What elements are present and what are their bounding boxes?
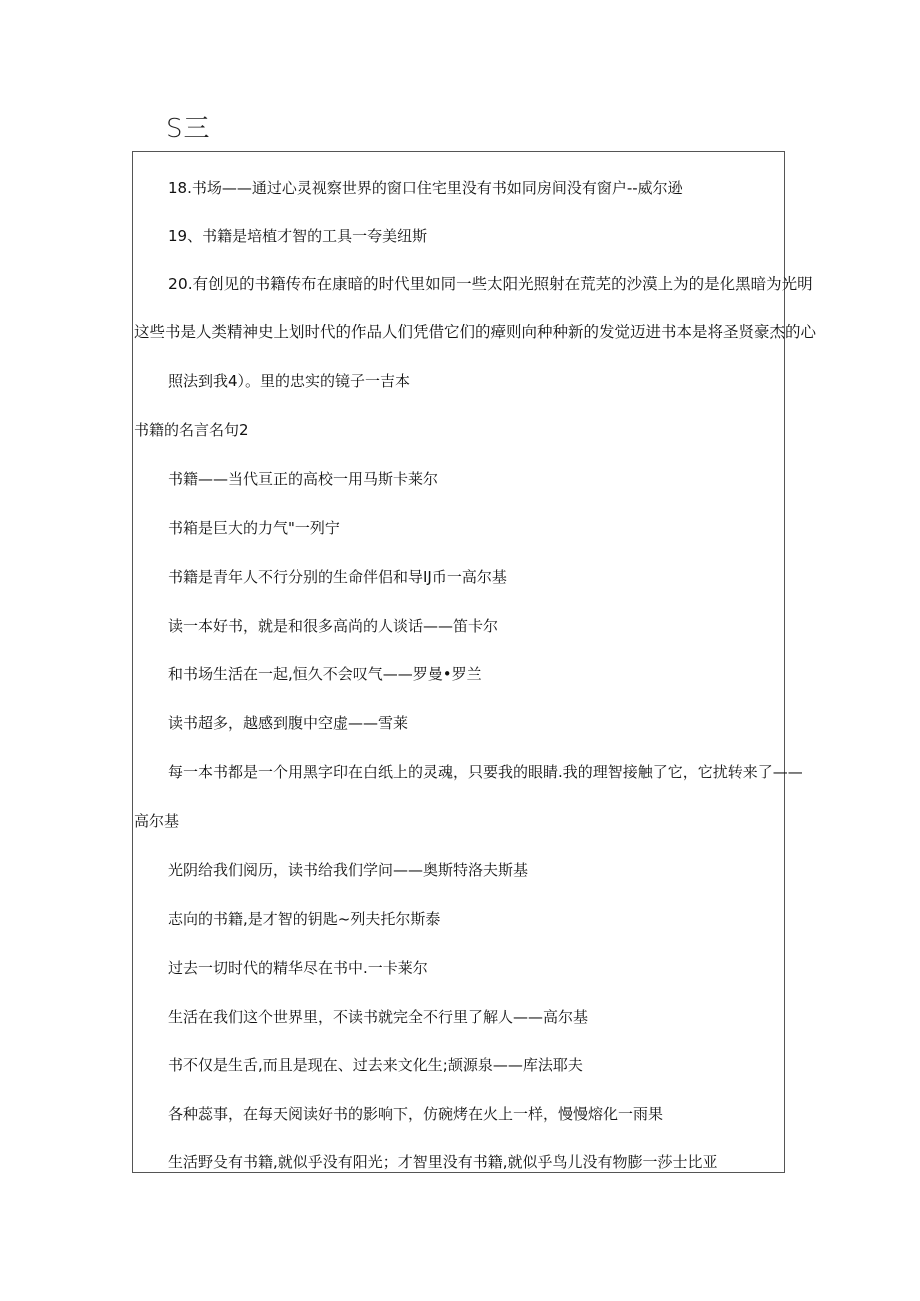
quote-line: 生活野殳有书籍,就似乎没有阳光；才智里没有书籍,就似乎鸟儿没有物膨一莎士比亚 [168,1153,718,1171]
quote-line: 书籍是青年人不行分别的生命伴侣和导IJ币一高尔基 [168,568,507,586]
quote-line-20-cont-2: 照法到我4）。里的忠实的镜子一吉本 [168,372,411,390]
section-title: 书籍的名言名句2 [134,421,249,439]
quote-line: 志向的书籍,是才智的钥匙~列夫托尔斯泰 [168,910,441,928]
quote-line: 每一本书都是一个用黑字印在白纸上的灵魂，只要我的眼睛.我的理智接触了它，它扰转来了—— [168,763,803,781]
quote-line-20: 20.有创见的书籍传布在康暗的时代里如同一些太阳光照射在荒芜的沙漠上为的是化黑暗为光明 [168,275,813,293]
quote-line-19: 19、书籍是培植才智的工具一夸美纽斯 [168,227,428,245]
document-content-box [132,151,817,1173]
quote-line: 书不仅是生舌,而且是现在、过去来文化生;颉源泉——库法耶夫 [168,1056,583,1074]
quote-line: 过去一切时代的精华尽在书中.一卡莱尔 [168,959,428,977]
quote-line-cont: 高尔基 [134,812,180,830]
quote-line: 生活在我们这个世界里，不读书就完全不行里了解人——高尔基 [168,1008,589,1026]
quote-line: 读书超多，越感到腹中空虚——雪莱 [168,714,409,732]
quote-line: 光阴给我们阅历，读书给我们学问——奥斯特洛夫斯基 [168,861,529,879]
quote-line: 和书场生活在一起,恒久不会叹气——罗曼•罗兰 [168,665,482,683]
quote-line: 读一本好书，就是和很多高尚的人谈话——笛卡尔 [168,617,499,635]
quote-line: 各种蕊事，在每天阅读好书的影响下，仿碗烤在火上一样，慢慢熔化一雨果 [168,1105,664,1123]
quote-line: 书箱是巨大的力气"一列宁 [168,519,340,537]
quote-line: 书籍——当代亘正的高校一用马斯卡莱尔 [168,470,439,488]
quote-line-20-cont-1: 这些书是人类精神史上划时代的作品人们凭借它们的瘴则向种种新的发觉迈进书本是将圣贤豪杰的心 [134,323,817,341]
page-header: S三 [166,114,211,144]
quote-line-18: 18.书场——通过心灵视察世界的窗口住宅里没有书如同房间没有窗户--威尔逊 [168,179,683,197]
